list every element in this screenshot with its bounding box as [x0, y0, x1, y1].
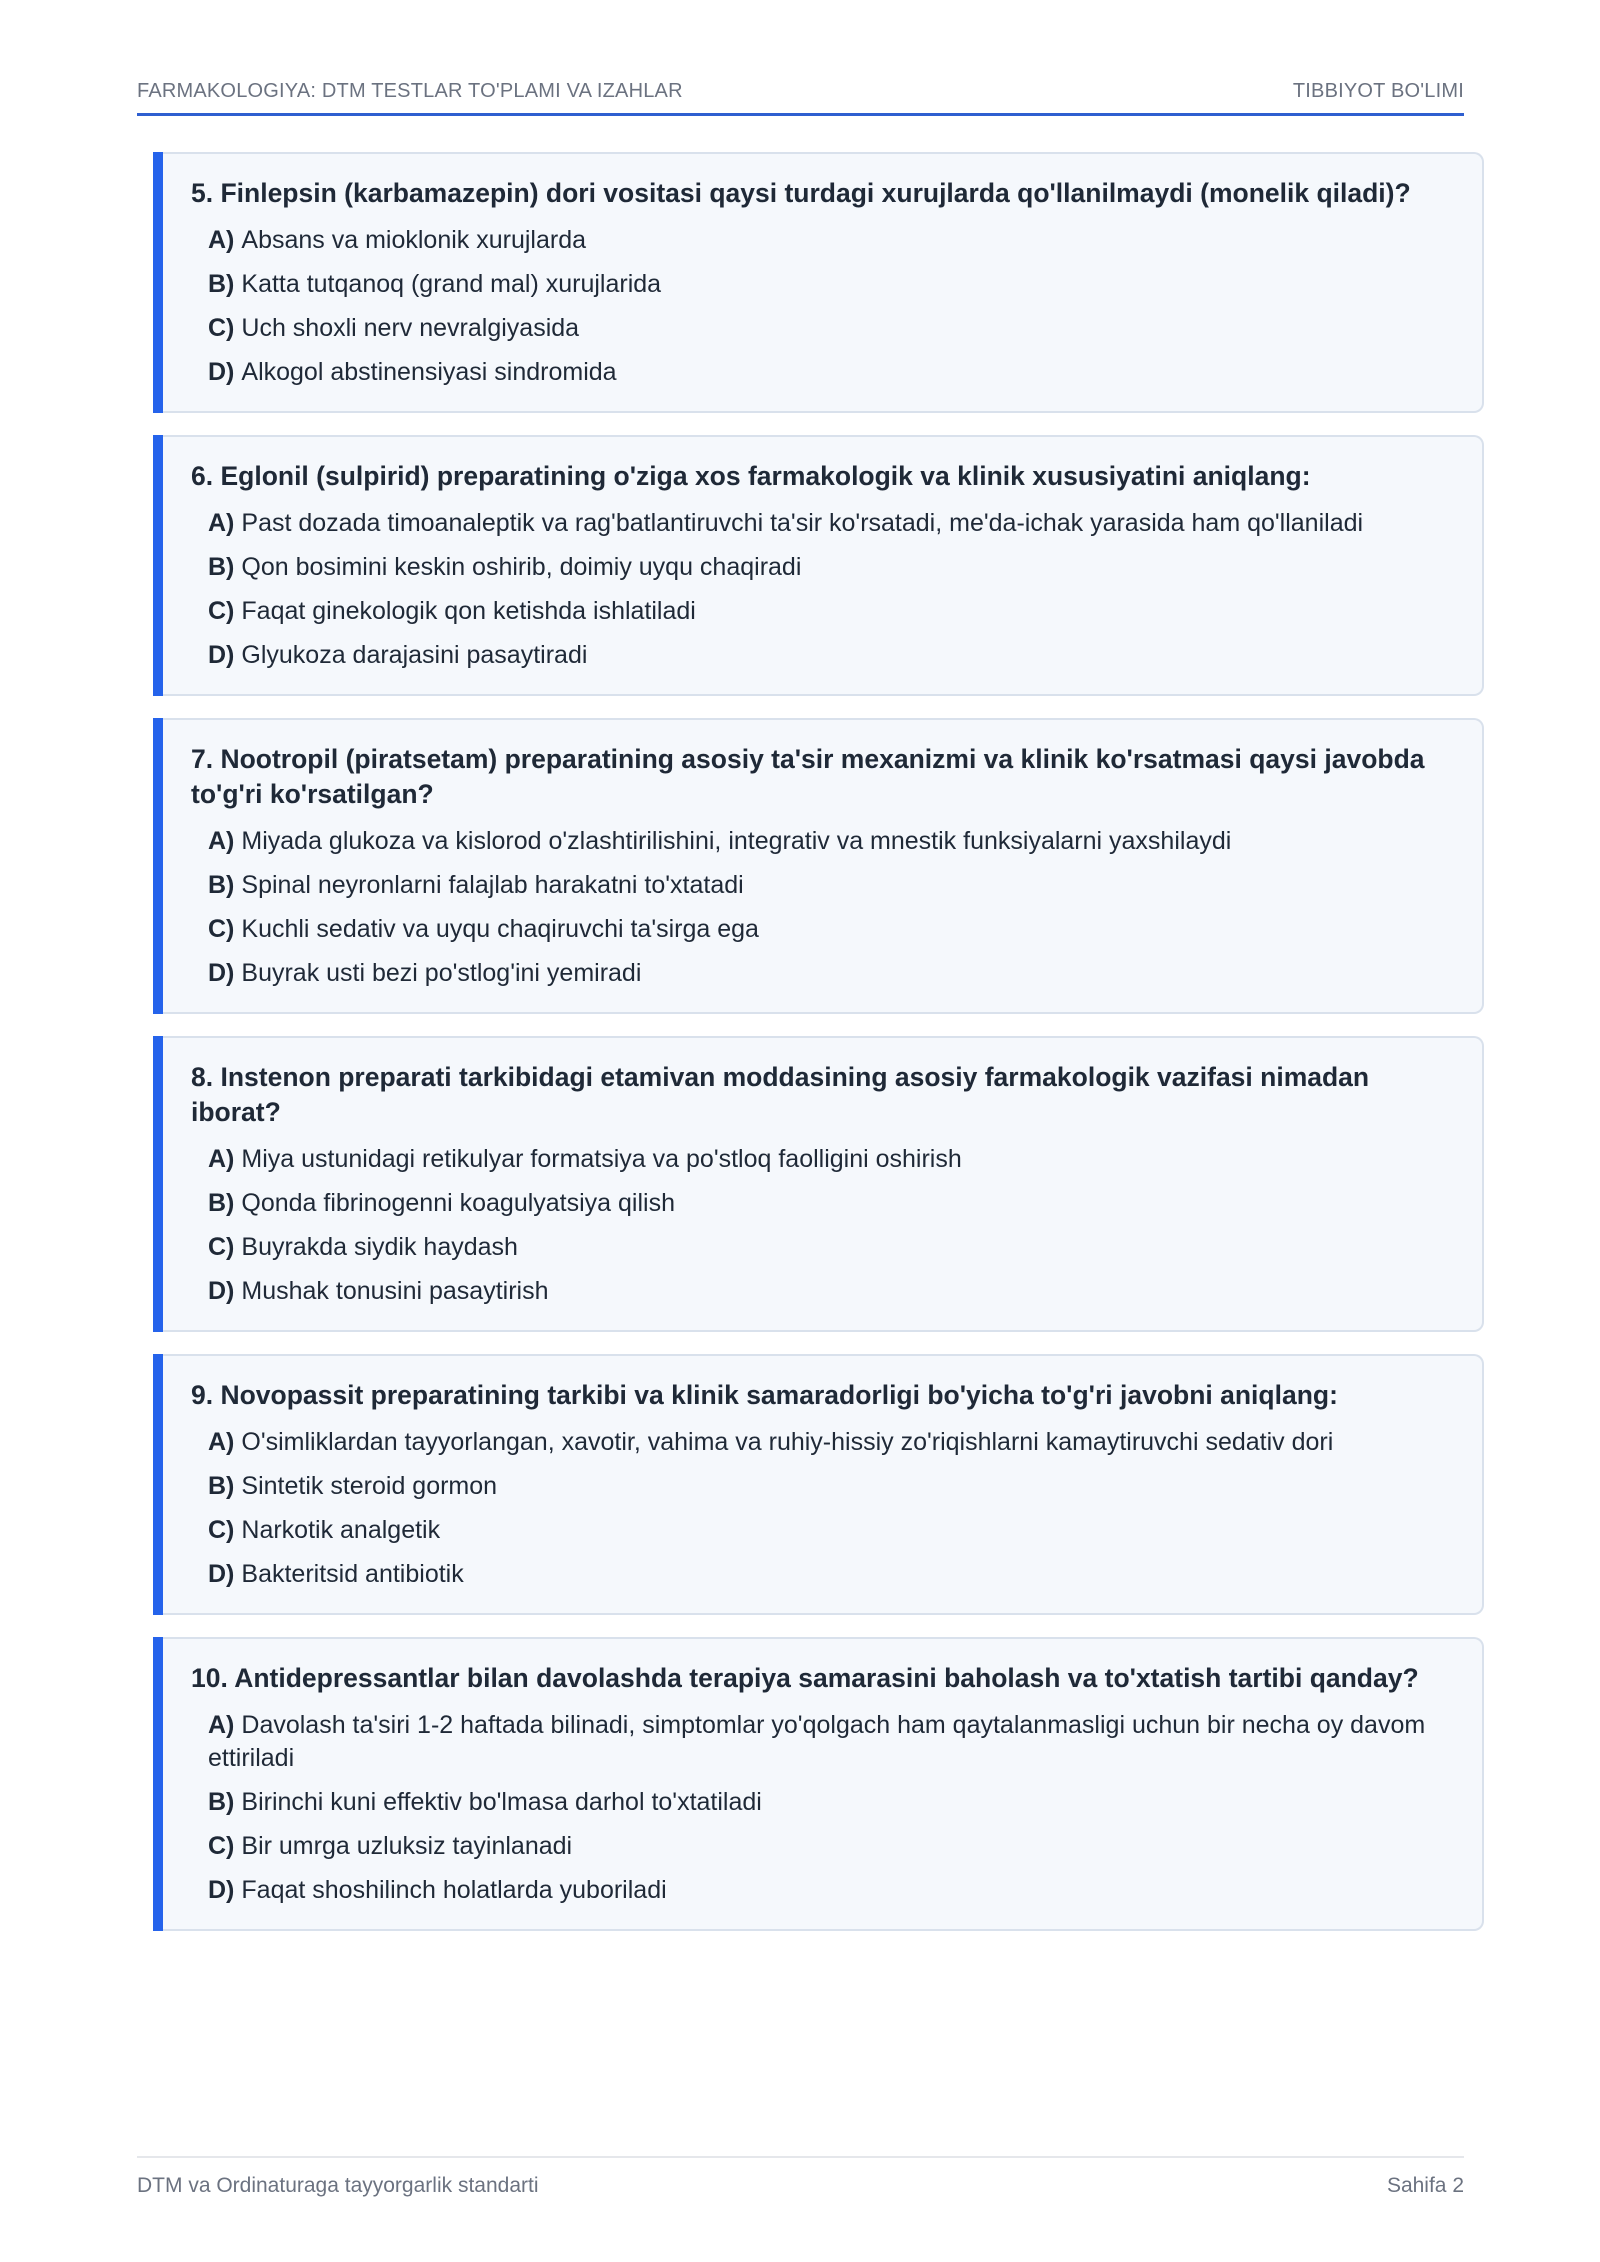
option-text: Kuchli sedativ va uyqu chaqiruvchi ta'sirga ega [241, 915, 759, 943]
footer-standard-label: DTM va Ordinaturaga tayyorgarlik standarti [137, 2174, 539, 2197]
answer-option[interactable] [191, 1558, 1452, 1591]
answer-option[interactable] [191, 312, 1452, 345]
question-title: 5. Finlepsin (karbamazepin) dori vositasi qaysi turdagi xurujlarda qo'llanilmaydi (monelik qiladi)? [191, 178, 1411, 208]
answer-option[interactable] [191, 224, 1452, 257]
option-text: Past dozada timoanaleptik va rag'batlantiruvchi ta'sir ko'rsatadi, me'da-ichak yarasida ham qo'llaniladi [241, 509, 1364, 537]
question-card [153, 435, 1484, 696]
answer-option[interactable] [191, 595, 1452, 628]
option-text: Spinal neyronlarni falajlab harakatni to'xtatadi [241, 871, 744, 899]
page-header [137, 78, 1464, 116]
answer-option[interactable] [191, 268, 1452, 301]
option-text: Buyrak usti bezi po'stlog'ini yemiradi [241, 959, 642, 987]
option-letter: A) [208, 1428, 235, 1456]
option-text: Glyukoza darajasini pasaytiradi [241, 641, 588, 669]
header-title: FARMAKOLOGIYA: DTM TESTLAR TO'PLAMI VA IZAHLAR [137, 80, 683, 102]
option-letter: D) [208, 1560, 235, 1588]
option-text: Absans va mioklonik xurujlarda [241, 226, 586, 254]
option-letter: D) [208, 1277, 235, 1305]
answer-option[interactable] [191, 869, 1452, 902]
option-text: Alkogol abstinensiyasi sindromida [241, 358, 617, 386]
option-letter: B) [208, 1788, 235, 1816]
question-title: 10. Antidepressantlar bilan davolashda terapiya samarasini baholash va to'xtatish tartibi qanday? [191, 1663, 1419, 1693]
option-text: O'simliklardan tayyorlangan, xavotir, vahima va ruhiy-hissiy zo'riqishlarni kamaytiruvchi sedativ dori [241, 1428, 1334, 1456]
option-text: Sintetik steroid gormon [241, 1472, 498, 1500]
option-letter: A) [208, 226, 235, 254]
option-letter: A) [208, 509, 235, 537]
page-number: Sahifa 2 [1386, 2174, 1464, 2197]
option-text: Davolash ta'siri 1-2 haftada bilinadi, simptomlar yo'qolgach ham qaytalanmasligi uchun bir necha oy davom ettiriladi [208, 1711, 1426, 1772]
question-title: 9. Novopassit preparatining tarkibi va klinik samaradorligi bo'yicha to'g'ri javobni aniqlang: [191, 1380, 1338, 1410]
answer-option[interactable] [191, 957, 1452, 990]
option-letter: A) [208, 827, 235, 855]
answer-option[interactable] [191, 356, 1452, 389]
option-text: Katta tutqanoq (grand mal) xurujlarida [241, 270, 662, 298]
option-text: Bir umrga uzluksiz tayinlanadi [241, 1832, 573, 1860]
answer-option[interactable] [191, 1709, 1452, 1775]
answer-option[interactable] [191, 825, 1452, 858]
option-letter: A) [208, 1711, 235, 1739]
question-card [153, 152, 1484, 413]
answer-option[interactable] [191, 1830, 1452, 1863]
answer-option[interactable] [191, 1426, 1452, 1459]
answer-option[interactable] [191, 1275, 1452, 1308]
option-text: Uch shoxli nerv nevralgiyasida [241, 314, 580, 342]
option-letter: A) [208, 1145, 235, 1173]
option-letter: C) [208, 314, 235, 342]
option-text: Mushak tonusini pasaytirish [241, 1277, 549, 1305]
option-text: Birinchi kuni effektiv bo'lmasa darhol to'xtatiladi [241, 1788, 762, 1816]
page-footer [137, 2156, 1464, 2200]
question-title: 8. Instenon preparati tarkibidagi etamivan moddasining asosiy farmakologik vazifasi nimadan iborat? [191, 1062, 1370, 1127]
header-section: TIBBIYOT BO'LIMI [1292, 80, 1464, 102]
question-card [153, 1637, 1484, 1931]
option-letter: B) [208, 1472, 235, 1500]
answer-option[interactable] [191, 1187, 1452, 1220]
option-letter: D) [208, 1876, 235, 1904]
option-text: Bakteritsid antibiotik [241, 1560, 464, 1588]
question-title: 6. Eglonil (sulpirid) preparatining o'ziga xos farmakologik va klinik xususiyatini aniqlang: [191, 461, 1311, 491]
option-text: Miya ustunidagi retikulyar formatsiya va po'stloq faolligini oshirish [241, 1145, 962, 1173]
question-card [153, 1354, 1484, 1615]
answer-option[interactable] [191, 1231, 1452, 1264]
answer-option[interactable] [191, 913, 1452, 946]
answer-option[interactable] [191, 507, 1452, 540]
option-letter: D) [208, 358, 235, 386]
option-letter: B) [208, 1189, 235, 1217]
question-list [153, 152, 1484, 1953]
option-letter: C) [208, 1516, 235, 1544]
option-text: Qon bosimini keskin oshirib, doimiy uyqu chaqiradi [241, 553, 802, 581]
option-letter: C) [208, 1233, 235, 1261]
answer-option[interactable] [191, 551, 1452, 584]
option-letter: D) [208, 959, 235, 987]
option-text: Faqat ginekologik qon ketishda ishlatiladi [241, 597, 696, 625]
option-text: Qonda fibrinogenni koagulyatsiya qilish [241, 1189, 675, 1217]
option-letter: B) [208, 270, 235, 298]
option-text: Faqat shoshilinch holatlarda yuboriladi [241, 1876, 667, 1904]
question-title: 7. Nootropil (piratsetam) preparatining asosiy ta'sir mexanizmi va klinik ko'rsatmasi qaysi javobda to'g'ri ko'rsatilgan? [191, 744, 1425, 809]
option-text: Narkotik analgetik [241, 1516, 441, 1544]
option-letter: C) [208, 915, 235, 943]
option-text: Buyrakda siydik haydash [241, 1233, 518, 1261]
option-letter: B) [208, 871, 235, 899]
option-letter: D) [208, 641, 235, 669]
option-letter: B) [208, 553, 235, 581]
answer-option[interactable] [191, 1514, 1452, 1547]
answer-option[interactable] [191, 1874, 1452, 1907]
answer-option[interactable] [191, 639, 1452, 672]
answer-option[interactable] [191, 1786, 1452, 1819]
question-card [153, 718, 1484, 1014]
question-card [153, 1036, 1484, 1332]
answer-option[interactable] [191, 1470, 1452, 1503]
answer-option[interactable] [191, 1143, 1452, 1176]
option-letter: C) [208, 1832, 235, 1860]
option-letter: C) [208, 597, 235, 625]
option-text: Miyada glukoza va kislorod o'zlashtirilishini, integrativ va mnestik funksiyalarni yaxshilaydi [241, 827, 1232, 855]
